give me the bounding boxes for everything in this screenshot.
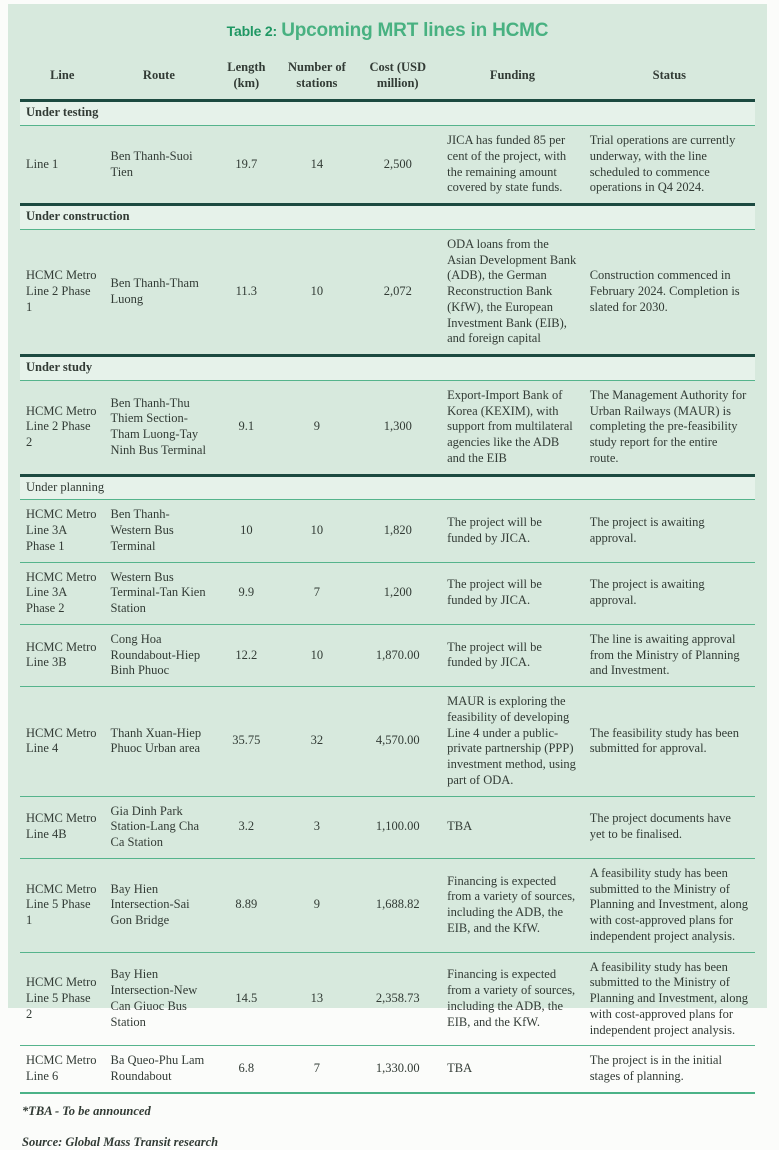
- cell-funding: TBA: [441, 796, 584, 858]
- section-label: Under study: [20, 356, 755, 381]
- cell-line: HCMC Metro Line 4: [20, 687, 105, 797]
- cell-cost: 2,072: [354, 229, 441, 355]
- table-title-text: Upcoming MRT lines in HCMC: [281, 20, 549, 41]
- cell-stations: 10: [279, 624, 354, 686]
- section-label: Under planning: [20, 475, 755, 500]
- section-label: Under testing: [20, 101, 755, 126]
- cell-stations: 14: [279, 126, 354, 205]
- cell-funding: Financing is expected from a variety of sources, including the ADB, the EIB, and the KfW.: [441, 858, 584, 952]
- section-under-testing: [20, 101, 755, 126]
- table-row: [20, 229, 755, 355]
- footnotes: [22, 1104, 753, 1150]
- cell-line: HCMC Metro Line 4B: [20, 796, 105, 858]
- cell-line: HCMC Metro Line 5 Phase 1: [20, 858, 105, 952]
- cell-cost: 2,358.73: [354, 952, 441, 1046]
- column-header-funding: Funding: [441, 54, 584, 101]
- cell-status: The Management Authority for Urban Railways (MAUR) is completing the pre-feasibility study report for the entire route.: [584, 380, 755, 475]
- cell-status: The line is awaiting approval from the Ministry of Planning and Investment.: [584, 624, 755, 686]
- cell-funding: MAUR is exploring the feasibility of developing Line 4 under a public-private partnership (PPP) investment method, using part of ODA.: [441, 687, 584, 797]
- cell-status: The project documents have yet to be finalised.: [584, 796, 755, 858]
- column-header-status: Status: [584, 54, 755, 101]
- column-header-cost: Cost (USD million): [354, 54, 441, 101]
- cell-status: The project is in the initial stages of planning.: [584, 1046, 755, 1093]
- cell-status: A feasibility study has been submitted to the Ministry of Planning and Investment, along with cost-approved plans for independent project analysis.: [584, 952, 755, 1046]
- cell-cost: 1,200: [354, 562, 441, 624]
- column-header-line: Line: [20, 54, 105, 101]
- table-header-row: [20, 54, 755, 101]
- cell-length: 10: [213, 500, 279, 562]
- cell-cost: 1,820: [354, 500, 441, 562]
- mrt-lines-table: [20, 54, 755, 1094]
- column-header-length: Length (km): [213, 54, 279, 101]
- table-row: [20, 687, 755, 797]
- cell-status: A feasibility study has been submitted to the Ministry of Planning and Investment, along with cost-approved plans for independent project analysis.: [584, 858, 755, 952]
- table-panel: [8, 4, 767, 1149]
- cell-funding: The project will be funded by JICA.: [441, 500, 584, 562]
- cell-route: Gia Dinh Park Station-Lang Cha Ca Station: [105, 796, 214, 858]
- table-row: [20, 562, 755, 624]
- cell-line: HCMC Metro Line 2 Phase 2: [20, 380, 105, 475]
- cell-route: Western Bus Terminal-Tan Kien Station: [105, 562, 214, 624]
- cell-funding: The project will be funded by JICA.: [441, 624, 584, 686]
- cell-stations: 10: [279, 500, 354, 562]
- table-row: [20, 126, 755, 205]
- cell-stations: 7: [279, 562, 354, 624]
- cell-funding: TBA: [441, 1046, 584, 1093]
- cell-line: HCMC Metro Line 2 Phase 1: [20, 229, 105, 355]
- cell-length: 9.9: [213, 562, 279, 624]
- cell-status: The project is awaiting approval.: [584, 500, 755, 562]
- cell-route: Bay Hien Intersection-Sai Gon Bridge: [105, 858, 214, 952]
- cell-length: 11.3: [213, 229, 279, 355]
- section-under-study: [20, 356, 755, 381]
- cell-stations: 9: [279, 858, 354, 952]
- cell-route: Ben Thanh-Western Bus Terminal: [105, 500, 214, 562]
- table-row: [20, 796, 755, 858]
- footnote-tba: *TBA - To be announced: [22, 1103, 151, 1118]
- cell-cost: 1,688.82: [354, 858, 441, 952]
- cell-route: Ba Queo-Phu Lam Roundabout: [105, 1046, 214, 1093]
- cell-status: The feasibility study has been submitted for approval.: [584, 687, 755, 797]
- cell-cost: 1,330.00: [354, 1046, 441, 1093]
- cell-route: Ben Thanh-Tham Luong: [105, 229, 214, 355]
- section-under-planning: [20, 475, 755, 500]
- section-under-construction: [20, 205, 755, 230]
- cell-length: 8.89: [213, 858, 279, 952]
- cell-line: HCMC Metro Line 3A Phase 1: [20, 500, 105, 562]
- cell-status: Trial operations are currently underway, with the line scheduled to commence operations in Q4 2024.: [584, 126, 755, 205]
- cell-stations: 13: [279, 952, 354, 1046]
- cell-line: Line 1: [20, 126, 105, 205]
- cell-line: HCMC Metro Line 3B: [20, 624, 105, 686]
- cell-length: 6.8: [213, 1046, 279, 1093]
- table-title: [20, 20, 755, 42]
- table-row: [20, 380, 755, 475]
- cell-funding: Financing is expected from a variety of sources, including the ADB, the EIB, and the KfW.: [441, 952, 584, 1046]
- cell-stations: 32: [279, 687, 354, 797]
- cell-length: 35.75: [213, 687, 279, 797]
- cell-cost: 4,570.00: [354, 687, 441, 797]
- table-row: [20, 500, 755, 562]
- cell-length: 3.2: [213, 796, 279, 858]
- column-header-stations: Number of stations: [279, 54, 354, 101]
- cell-stations: 10: [279, 229, 354, 355]
- cell-length: 9.1: [213, 380, 279, 475]
- cell-line: HCMC Metro Line 3A Phase 2: [20, 562, 105, 624]
- cell-cost: 1,300: [354, 380, 441, 475]
- cell-stations: 9: [279, 380, 354, 475]
- cell-route: Bay Hien Intersection-New Can Giuoc Bus Station: [105, 952, 214, 1046]
- cell-route: Cong Hoa Roundabout-Hiep Binh Phuoc: [105, 624, 214, 686]
- column-header-route: Route: [105, 54, 214, 101]
- cell-line: HCMC Metro Line 6: [20, 1046, 105, 1093]
- cell-funding: The project will be funded by JICA.: [441, 562, 584, 624]
- cell-cost: 1,870.00: [354, 624, 441, 686]
- section-label: Under construction: [20, 205, 755, 230]
- cell-length: 19.7: [213, 126, 279, 205]
- cell-funding: ODA loans from the Asian Development Bank (ADB), the German Reconstruction Bank (KfW), the European Investment Bank (EIB), and foreign capital: [441, 229, 584, 355]
- cell-route: Thanh Xuan-Hiep Phuoc Urban area: [105, 687, 214, 797]
- cell-cost: 2,500: [354, 126, 441, 205]
- cell-status: The project is awaiting approval.: [584, 562, 755, 624]
- cell-stations: 7: [279, 1046, 354, 1093]
- cell-route: Ben Thanh-Suoi Tien: [105, 126, 214, 205]
- table-row: [20, 1046, 755, 1093]
- cell-funding: Export-Import Bank of Korea (KEXIM), with support from multilateral agencies like the ADB and the EIB: [441, 380, 584, 475]
- cell-route: Ben Thanh-Thu Thiem Section-Tham Luong-Tay Ninh Bus Terminal: [105, 380, 214, 475]
- footnote-source: Source: Global Mass Transit research: [22, 1134, 219, 1149]
- cell-cost: 1,100.00: [354, 796, 441, 858]
- table-row: [20, 952, 755, 1046]
- cell-status: Construction commenced in February 2024. Completion is slated for 2030.: [584, 229, 755, 355]
- table-title-prefix: Table 2:: [226, 23, 277, 39]
- table-row: [20, 624, 755, 686]
- cell-funding: JICA has funded 85 per cent of the project, with the remaining amount covered by state funds.: [441, 126, 584, 205]
- table-row: [20, 858, 755, 952]
- cell-length: 14.5: [213, 952, 279, 1046]
- cell-line: HCMC Metro Line 5 Phase 2: [20, 952, 105, 1046]
- cell-stations: 3: [279, 796, 354, 858]
- cell-length: 12.2: [213, 624, 279, 686]
